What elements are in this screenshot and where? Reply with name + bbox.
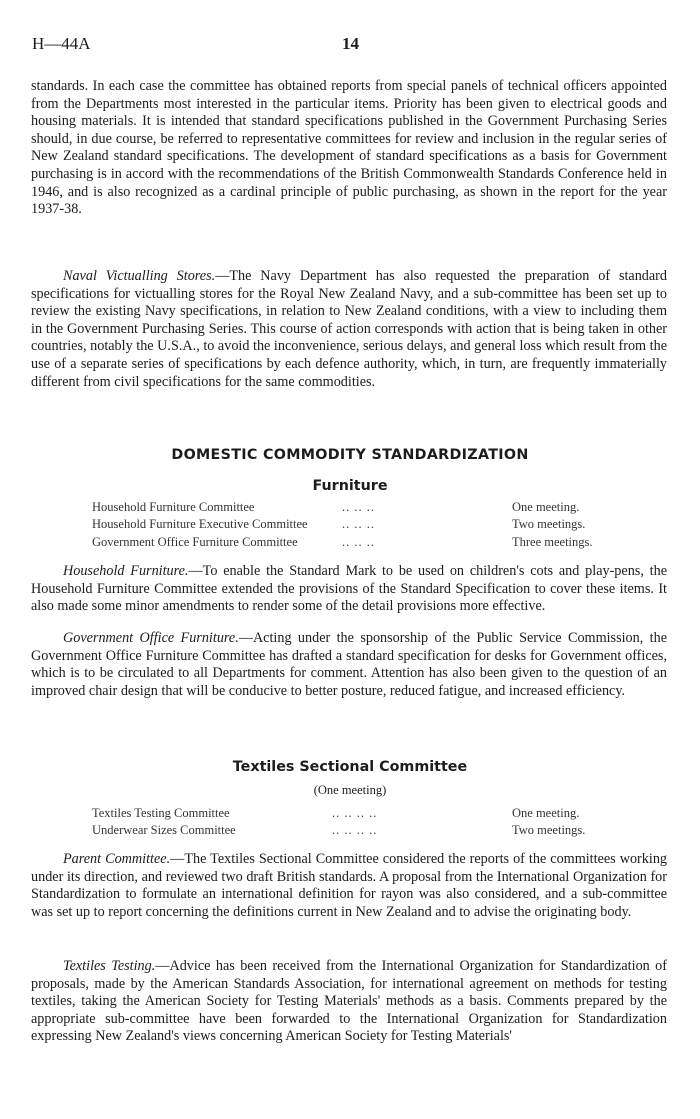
leader-dots: .. .. .. — [342, 534, 375, 549]
paragraph-body: —The Textiles Sectional Committee considered the reports of the committees working under its direction, and reviewed two draft British standards. A proposal from the International Organization for Standardization to formulate an international definition for rayon was also considered, and a sub-committee was set up to report concerning the definitions current in New Zealand and to advise the originating body. — [31, 851, 668, 920]
paragraph-title: Parent Committee. — [63, 851, 171, 867]
meeting-count: Two meetings. — [512, 517, 586, 532]
section-heading-domestic: DOMESTIC COMMODITY STANDARDIZATION — [171, 447, 529, 463]
paragraph-government-office-furniture — [31, 630, 667, 700]
paragraph-title: Government Office Furniture. — [63, 630, 239, 646]
page-number: 14 — [342, 34, 359, 53]
committee-name: Underwear Sizes Committee — [92, 823, 236, 838]
leader-dots: .. .. .. — [342, 500, 375, 514]
paragraph-title: Naval Victualling Stores. — [63, 268, 216, 284]
list-item — [92, 535, 652, 552]
list-item — [92, 517, 652, 534]
textiles-committee-list — [92, 806, 652, 841]
subheading-furniture: Furniture — [312, 478, 388, 494]
paragraph-parent-committee — [31, 851, 667, 921]
paragraph-naval-victualling — [31, 268, 667, 391]
furniture-committee-list — [92, 500, 652, 552]
leader-dots: .. .. .. — [342, 517, 375, 532]
document-reference: H—44A — [32, 34, 91, 53]
meeting-count: One meeting. — [512, 806, 580, 820]
meeting-count: Two meetings. — [512, 823, 586, 838]
list-item — [92, 500, 652, 517]
paragraph-household-furniture — [31, 563, 667, 616]
committee-name: Textiles Testing Committee — [92, 806, 230, 820]
subheading-textiles: Textiles Sectional Committee — [232, 759, 468, 775]
committee-name: Household Furniture Committee — [92, 500, 255, 514]
committee-name: Government Office Furniture Committee — [92, 534, 298, 549]
paragraph-title: Textiles Testing. — [63, 958, 156, 974]
list-item — [92, 823, 652, 840]
leader-dots: .. .. .. .. — [332, 823, 378, 838]
meeting-count: Three meetings. — [512, 534, 593, 549]
paragraph-body: —Acting under the sponsorship of the Public Service Commission, the Government Office Furniture Committee has drafted a standard specification for desks for Government offices, which is to be circulated to all Departments for comment. Attention has also been given to the question of an improved chair design that will be conducive to better posture, reduced fatigue, and increased efficiency. — [31, 630, 667, 699]
paragraph-title: Household Furniture. — [63, 563, 189, 579]
textiles-meeting-note: (One meeting) — [313, 783, 387, 797]
paragraph-standards: standards. In each case the committee has obtained reports from special panels of technical officers appointed from the Departments most interested in the particular items. Priority has been given to electrical goods and housing materials. It is intended that standard specifications published in the Government Purchasing Series should, in due course, be referred to representative committees for review and inclusion in the regular series of New Zealand standard specifications. The development of standard specifications as a basis for Government purchasing is in accord with the recommendations of the British Commonwealth Standards Conference held in 1946, and is also recognized as a cardinal principle of public purchasing, as shown in the report for the year 1937-38. — [31, 78, 667, 218]
paragraph-body: —The Navy Department has also requested the preparation of standard specifications for victualling stores for the Royal New Zealand Navy, and a sub-committee has been set up to review the existing Navy specifications, in relation to New Zealand conditions, with a view to including them in the Government Purchasing Series. This course of action corresponds with action that is being taken in other countries, notably the U.S.A., to avoid the inconvenience, serious delays, and general loss which result from the use of a separate series of specifications by each defence authority, which, in turn, are frequently immaterially different from civil specifications for the same commodities. — [31, 268, 668, 390]
committee-name: Household Furniture Executive Committee — [92, 517, 308, 532]
paragraph-body: —Advice has been received from the International Organization for Standardization of proposals, made by the American Standards Association, for international agreement on methods for testing textiles, taking the American Society for Testing Materials' methods as a basis. Comments prepared by the appropriate sub-committee have been forwarded to the International Organization for Standardization expressing New Zealand's views concerning American Society for Testing Materials' — [31, 958, 667, 1045]
leader-dots: .. .. .. .. — [332, 806, 378, 820]
paragraph-body: —To enable the Standard Mark to be used on children's cots and play-pens, the Household Furniture Committee extended the provisions of the Standard Specification to cover these items. It also made some minor amendments to render some of the detail provisions more effective. — [31, 563, 668, 615]
list-item — [92, 806, 652, 823]
paragraph-textiles-testing — [31, 958, 667, 1046]
meeting-count: One meeting. — [512, 500, 580, 514]
